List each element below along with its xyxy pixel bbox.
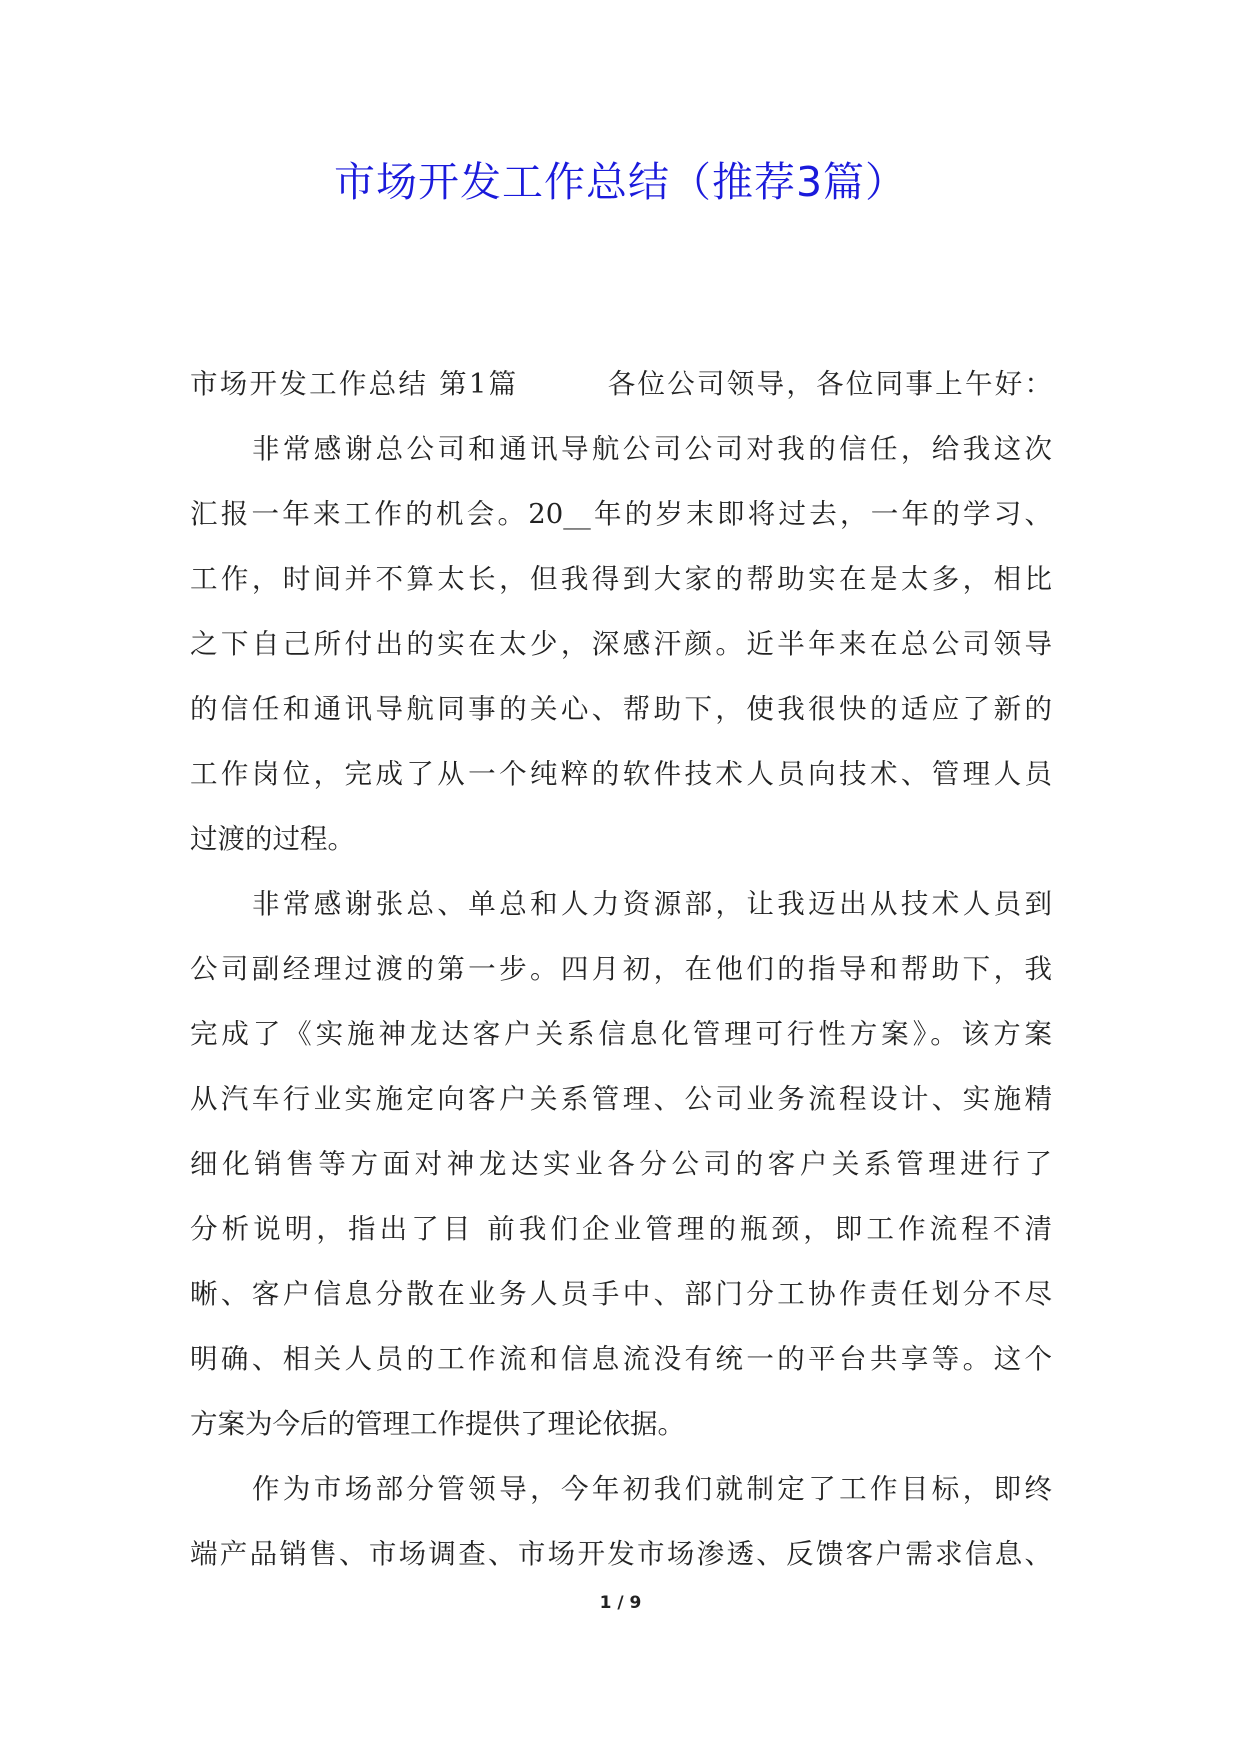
text-line: 明确、相关人员的工作流和信息流没有统一的平台共享等。这个: [190, 1343, 1052, 1375]
text-line: 公司副经理过渡的第一步。四月初，在他们的指导和帮助下，我: [190, 953, 1052, 985]
text-line: 晰、客户信息分散在业务人员手中、部门分工协作责任划分不尽: [190, 1278, 1052, 1310]
text-line: 完成了《实施神龙达客户关系信息化管理可行性方案》。该方案: [190, 1018, 1052, 1050]
text-line: 细化销售等方面对神龙达实业各分公司的客户关系管理进行了: [190, 1148, 1052, 1180]
text-line: 过渡的过程。: [190, 823, 355, 855]
text-line: 汇报一年来工作的机会。20__年的岁末即将过去，一年的学习、: [190, 498, 1052, 530]
page-number: 1 / 9: [599, 1593, 642, 1613]
text-line: 工作，时间并不算太长，但我得到大家的帮助实在是太多，相比: [190, 563, 1052, 595]
text-line: 之下自己所付出的实在太少，深感汗颜。近半年来在总公司领导: [190, 628, 1052, 660]
text-line: 端产品销售、市场调查、市场开发市场渗透、反馈客户需求信息、: [190, 1538, 1052, 1570]
text-line: 市场开发工作总结 第1篇 各位公司领导，各位同事上午好：: [190, 368, 1052, 400]
text-line: 非常感谢总公司和通讯导航公司公司对我的信任，给我这次: [252, 433, 1052, 465]
text-line: 非常感谢张总、单总和人力资源部，让我迈出从技术人员到: [252, 888, 1052, 920]
text-line: 分析说明，指出了目 前我们企业管理的瓶颈，即工作流程不清: [190, 1213, 1052, 1245]
document-title: 市场开发工作总结（推荐3篇）: [333, 158, 908, 206]
text-line: 方案为今后的管理工作提供了理论依据。: [190, 1408, 685, 1440]
text-line: 的信任和通讯导航同事的关心、帮助下，使我很快的适应了新的: [190, 693, 1052, 725]
text-line: 工作岗位，完成了从一个纯粹的软件技术人员向技术、管理人员: [190, 758, 1052, 790]
text-line: 作为市场部分管领导，今年初我们就制定了工作目标，即终: [252, 1473, 1052, 1505]
text-line: 从汽车行业实施定向客户关系管理、公司业务流程设计、实施精: [190, 1083, 1052, 1115]
document-body: [190, 352, 1052, 1587]
